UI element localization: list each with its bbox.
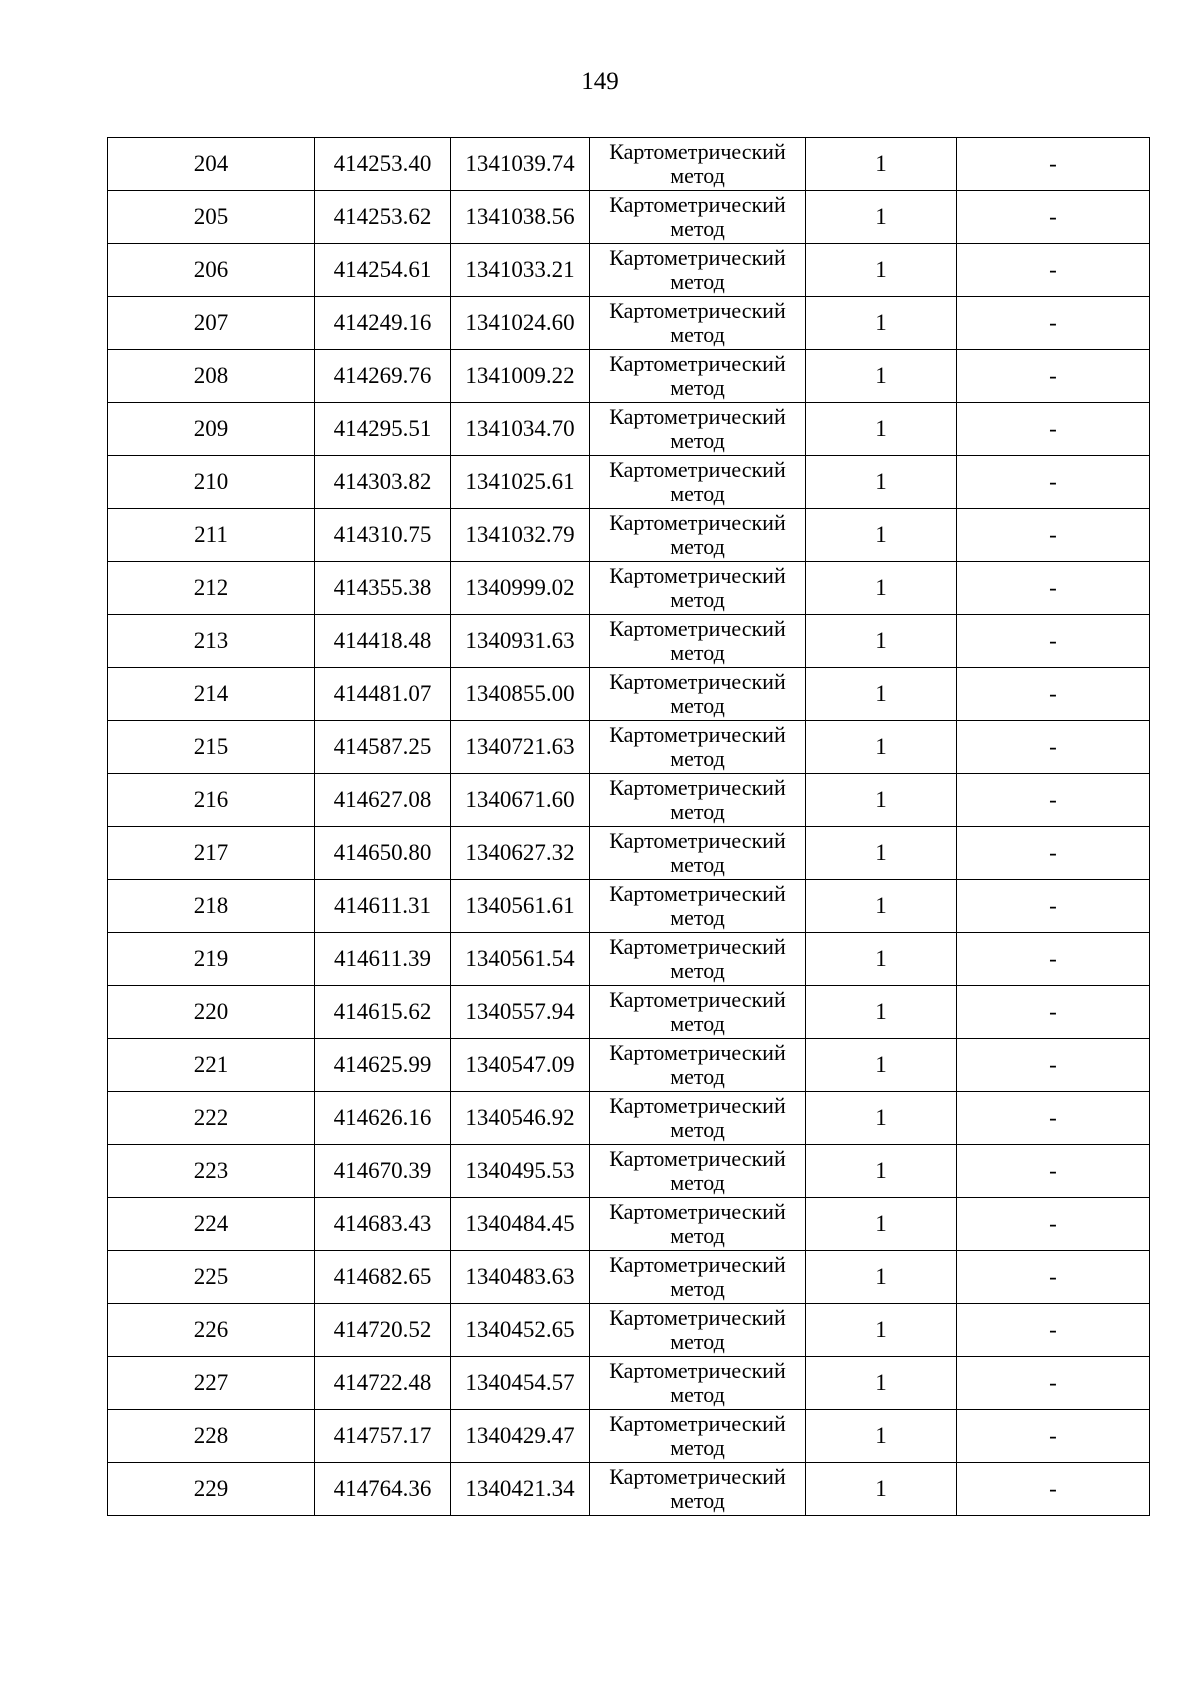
method-word-line: метод xyxy=(670,587,725,612)
table-row xyxy=(108,456,1150,509)
method-name-line: Картометрический xyxy=(609,1252,786,1277)
table-row xyxy=(108,297,1150,350)
method-name-line: Картометрический xyxy=(609,563,786,588)
point-number-cell: 227 xyxy=(108,1357,315,1410)
method-cell xyxy=(590,668,806,721)
y-coordinate-cell: 1340557.94 xyxy=(451,986,590,1039)
method-cell xyxy=(590,615,806,668)
note-cell: - xyxy=(957,138,1150,191)
method-word-line: метод xyxy=(670,481,725,506)
method-name-line: Картометрический xyxy=(609,722,786,747)
method-word-line: метод xyxy=(670,1329,725,1354)
method-name-line: Картометрический xyxy=(609,192,786,217)
note-cell: - xyxy=(957,1251,1150,1304)
x-coordinate-cell: 414249.16 xyxy=(315,297,451,350)
note-cell: - xyxy=(957,244,1150,297)
x-coordinate-cell: 414295.51 xyxy=(315,403,451,456)
y-coordinate-cell: 1340484.45 xyxy=(451,1198,590,1251)
note-cell: - xyxy=(957,297,1150,350)
accuracy-cell: 1 xyxy=(806,827,957,880)
table-row xyxy=(108,880,1150,933)
point-number-cell: 209 xyxy=(108,403,315,456)
method-name-line: Картометрический xyxy=(609,828,786,853)
y-coordinate-cell: 1340546.92 xyxy=(451,1092,590,1145)
x-coordinate-cell: 414481.07 xyxy=(315,668,451,721)
point-number-cell: 210 xyxy=(108,456,315,509)
x-coordinate-cell: 414418.48 xyxy=(315,615,451,668)
y-coordinate-cell: 1341039.74 xyxy=(451,138,590,191)
method-name-line: Картометрический xyxy=(609,245,786,270)
accuracy-cell: 1 xyxy=(806,774,957,827)
y-coordinate-cell: 1340671.60 xyxy=(451,774,590,827)
method-word-line: метод xyxy=(670,216,725,241)
method-word-line: метод xyxy=(670,852,725,877)
x-coordinate-cell: 414611.31 xyxy=(315,880,451,933)
note-cell: - xyxy=(957,1410,1150,1463)
note-cell: - xyxy=(957,1357,1150,1410)
point-number-cell: 212 xyxy=(108,562,315,615)
method-cell xyxy=(590,1092,806,1145)
x-coordinate-cell: 414627.08 xyxy=(315,774,451,827)
point-number-cell: 226 xyxy=(108,1304,315,1357)
method-cell xyxy=(590,933,806,986)
point-number-cell: 223 xyxy=(108,1145,315,1198)
accuracy-cell: 1 xyxy=(806,244,957,297)
note-cell: - xyxy=(957,509,1150,562)
method-cell xyxy=(590,244,806,297)
method-cell xyxy=(590,191,806,244)
x-coordinate-cell: 414269.76 xyxy=(315,350,451,403)
accuracy-cell: 1 xyxy=(806,1198,957,1251)
method-cell xyxy=(590,350,806,403)
method-name-line: Картометрический xyxy=(609,1093,786,1118)
table-row xyxy=(108,827,1150,880)
method-cell xyxy=(590,986,806,1039)
x-coordinate-cell: 414253.40 xyxy=(315,138,451,191)
accuracy-cell: 1 xyxy=(806,403,957,456)
table-row xyxy=(108,1198,1150,1251)
x-coordinate-cell: 414683.43 xyxy=(315,1198,451,1251)
accuracy-cell: 1 xyxy=(806,986,957,1039)
method-word-line: метод xyxy=(670,1064,725,1089)
method-name-line: Картометрический xyxy=(609,1358,786,1383)
table-row xyxy=(108,1145,1150,1198)
method-cell xyxy=(590,1304,806,1357)
point-number-cell: 206 xyxy=(108,244,315,297)
x-coordinate-cell: 414253.62 xyxy=(315,191,451,244)
coordinates-table xyxy=(107,137,1150,1516)
table-row xyxy=(108,1251,1150,1304)
y-coordinate-cell: 1340452.65 xyxy=(451,1304,590,1357)
method-cell xyxy=(590,721,806,774)
method-word-line: метод xyxy=(670,1276,725,1301)
point-number-cell: 208 xyxy=(108,350,315,403)
accuracy-cell: 1 xyxy=(806,1357,957,1410)
table-row xyxy=(108,986,1150,1039)
point-number-cell: 214 xyxy=(108,668,315,721)
note-cell: - xyxy=(957,403,1150,456)
accuracy-cell: 1 xyxy=(806,456,957,509)
point-number-cell: 204 xyxy=(108,138,315,191)
accuracy-cell: 1 xyxy=(806,721,957,774)
y-coordinate-cell: 1340999.02 xyxy=(451,562,590,615)
point-number-cell: 224 xyxy=(108,1198,315,1251)
table-row xyxy=(108,1463,1150,1516)
x-coordinate-cell: 414611.39 xyxy=(315,933,451,986)
y-coordinate-cell: 1341032.79 xyxy=(451,509,590,562)
y-coordinate-cell: 1340721.63 xyxy=(451,721,590,774)
note-cell: - xyxy=(957,1463,1150,1516)
table-row xyxy=(108,509,1150,562)
point-number-cell: 221 xyxy=(108,1039,315,1092)
table-row xyxy=(108,562,1150,615)
method-cell xyxy=(590,774,806,827)
method-cell xyxy=(590,509,806,562)
method-word-line: метод xyxy=(670,534,725,559)
method-name-line: Картометрический xyxy=(609,1040,786,1065)
method-cell xyxy=(590,138,806,191)
table-row xyxy=(108,403,1150,456)
note-cell: - xyxy=(957,933,1150,986)
method-name-line: Картометрический xyxy=(609,987,786,1012)
y-coordinate-cell: 1341033.21 xyxy=(451,244,590,297)
method-word-line: метод xyxy=(670,163,725,188)
method-name-line: Картометрический xyxy=(609,934,786,959)
method-word-line: метод xyxy=(670,958,725,983)
point-number-cell: 216 xyxy=(108,774,315,827)
y-coordinate-cell: 1340429.47 xyxy=(451,1410,590,1463)
table-row xyxy=(108,1092,1150,1145)
x-coordinate-cell: 414626.16 xyxy=(315,1092,451,1145)
x-coordinate-cell: 414355.38 xyxy=(315,562,451,615)
method-name-line: Картометрический xyxy=(609,298,786,323)
note-cell: - xyxy=(957,668,1150,721)
method-word-line: метод xyxy=(670,799,725,824)
accuracy-cell: 1 xyxy=(806,138,957,191)
x-coordinate-cell: 414720.52 xyxy=(315,1304,451,1357)
x-coordinate-cell: 414310.75 xyxy=(315,509,451,562)
point-number-cell: 219 xyxy=(108,933,315,986)
accuracy-cell: 1 xyxy=(806,1410,957,1463)
method-word-line: метод xyxy=(670,322,725,347)
y-coordinate-cell: 1340931.63 xyxy=(451,615,590,668)
method-cell xyxy=(590,1198,806,1251)
note-cell: - xyxy=(957,774,1150,827)
method-cell xyxy=(590,456,806,509)
method-name-line: Картометрический xyxy=(609,1146,786,1171)
method-cell xyxy=(590,827,806,880)
x-coordinate-cell: 414615.62 xyxy=(315,986,451,1039)
accuracy-cell: 1 xyxy=(806,297,957,350)
method-name-line: Картометрический xyxy=(609,616,786,641)
y-coordinate-cell: 1340547.09 xyxy=(451,1039,590,1092)
y-coordinate-cell: 1341024.60 xyxy=(451,297,590,350)
coordinates-table-body xyxy=(108,138,1150,1516)
note-cell: - xyxy=(957,562,1150,615)
accuracy-cell: 1 xyxy=(806,509,957,562)
accuracy-cell: 1 xyxy=(806,1039,957,1092)
note-cell: - xyxy=(957,1304,1150,1357)
method-name-line: Картометрический xyxy=(609,669,786,694)
x-coordinate-cell: 414625.99 xyxy=(315,1039,451,1092)
note-cell: - xyxy=(957,827,1150,880)
method-word-line: метод xyxy=(670,1170,725,1195)
x-coordinate-cell: 414757.17 xyxy=(315,1410,451,1463)
method-word-line: метод xyxy=(670,428,725,453)
x-coordinate-cell: 414650.80 xyxy=(315,827,451,880)
accuracy-cell: 1 xyxy=(806,562,957,615)
method-name-line: Картометрический xyxy=(609,510,786,535)
method-name-line: Картометрический xyxy=(609,1411,786,1436)
accuracy-cell: 1 xyxy=(806,1304,957,1357)
note-cell: - xyxy=(957,880,1150,933)
method-cell xyxy=(590,297,806,350)
accuracy-cell: 1 xyxy=(806,1251,957,1304)
table-row xyxy=(108,721,1150,774)
method-word-line: метод xyxy=(670,746,725,771)
table-row xyxy=(108,1410,1150,1463)
method-word-line: метод xyxy=(670,375,725,400)
note-cell: - xyxy=(957,1092,1150,1145)
method-word-line: метод xyxy=(670,905,725,930)
point-number-cell: 207 xyxy=(108,297,315,350)
accuracy-cell: 1 xyxy=(806,350,957,403)
accuracy-cell: 1 xyxy=(806,880,957,933)
table-row xyxy=(108,350,1150,403)
point-number-cell: 225 xyxy=(108,1251,315,1304)
point-number-cell: 215 xyxy=(108,721,315,774)
y-coordinate-cell: 1341034.70 xyxy=(451,403,590,456)
table-row xyxy=(108,1304,1150,1357)
method-cell xyxy=(590,1145,806,1198)
method-cell xyxy=(590,1463,806,1516)
method-name-line: Картометрический xyxy=(609,1199,786,1224)
y-coordinate-cell: 1340561.61 xyxy=(451,880,590,933)
x-coordinate-cell: 414764.36 xyxy=(315,1463,451,1516)
method-word-line: метод xyxy=(670,1223,725,1248)
method-word-line: метод xyxy=(670,1382,725,1407)
method-cell xyxy=(590,403,806,456)
accuracy-cell: 1 xyxy=(806,933,957,986)
method-name-line: Картометрический xyxy=(609,139,786,164)
x-coordinate-cell: 414254.61 xyxy=(315,244,451,297)
accuracy-cell: 1 xyxy=(806,1145,957,1198)
table-row xyxy=(108,668,1150,721)
note-cell: - xyxy=(957,350,1150,403)
method-word-line: метод xyxy=(670,269,725,294)
point-number-cell: 228 xyxy=(108,1410,315,1463)
point-number-cell: 222 xyxy=(108,1092,315,1145)
y-coordinate-cell: 1340483.63 xyxy=(451,1251,590,1304)
method-name-line: Картометрический xyxy=(609,1464,786,1489)
point-number-cell: 205 xyxy=(108,191,315,244)
note-cell: - xyxy=(957,1198,1150,1251)
table-row xyxy=(108,1039,1150,1092)
note-cell: - xyxy=(957,456,1150,509)
table-row xyxy=(108,138,1150,191)
method-name-line: Картометрический xyxy=(609,457,786,482)
note-cell: - xyxy=(957,986,1150,1039)
method-cell xyxy=(590,1410,806,1463)
accuracy-cell: 1 xyxy=(806,615,957,668)
x-coordinate-cell: 414587.25 xyxy=(315,721,451,774)
y-coordinate-cell: 1340495.53 xyxy=(451,1145,590,1198)
y-coordinate-cell: 1340421.34 xyxy=(451,1463,590,1516)
method-name-line: Картометрический xyxy=(609,404,786,429)
table-row xyxy=(108,774,1150,827)
accuracy-cell: 1 xyxy=(806,191,957,244)
note-cell: - xyxy=(957,1145,1150,1198)
method-word-line: метод xyxy=(670,1011,725,1036)
method-word-line: метод xyxy=(670,1488,725,1513)
method-word-line: метод xyxy=(670,693,725,718)
x-coordinate-cell: 414682.65 xyxy=(315,1251,451,1304)
method-cell xyxy=(590,562,806,615)
note-cell: - xyxy=(957,1039,1150,1092)
y-coordinate-cell: 1340561.54 xyxy=(451,933,590,986)
method-name-line: Картометрический xyxy=(609,881,786,906)
table-row xyxy=(108,244,1150,297)
y-coordinate-cell: 1341009.22 xyxy=(451,350,590,403)
note-cell: - xyxy=(957,721,1150,774)
accuracy-cell: 1 xyxy=(806,668,957,721)
accuracy-cell: 1 xyxy=(806,1092,957,1145)
point-number-cell: 213 xyxy=(108,615,315,668)
method-cell xyxy=(590,1251,806,1304)
point-number-cell: 211 xyxy=(108,509,315,562)
y-coordinate-cell: 1341025.61 xyxy=(451,456,590,509)
point-number-cell: 229 xyxy=(108,1463,315,1516)
page-number: 149 xyxy=(581,68,619,95)
accuracy-cell: 1 xyxy=(806,1463,957,1516)
method-word-line: метод xyxy=(670,1435,725,1460)
note-cell: - xyxy=(957,615,1150,668)
table-row xyxy=(108,191,1150,244)
x-coordinate-cell: 414670.39 xyxy=(315,1145,451,1198)
method-cell xyxy=(590,1357,806,1410)
method-cell xyxy=(590,880,806,933)
table-row xyxy=(108,1357,1150,1410)
note-cell: - xyxy=(957,191,1150,244)
x-coordinate-cell: 414722.48 xyxy=(315,1357,451,1410)
method-cell xyxy=(590,1039,806,1092)
method-name-line: Картометрический xyxy=(609,775,786,800)
method-word-line: метод xyxy=(670,640,725,665)
method-name-line: Картометрический xyxy=(609,1305,786,1330)
y-coordinate-cell: 1340454.57 xyxy=(451,1357,590,1410)
x-coordinate-cell: 414303.82 xyxy=(315,456,451,509)
y-coordinate-cell: 1340855.00 xyxy=(451,668,590,721)
y-coordinate-cell: 1341038.56 xyxy=(451,191,590,244)
point-number-cell: 218 xyxy=(108,880,315,933)
point-number-cell: 220 xyxy=(108,986,315,1039)
point-number-cell: 217 xyxy=(108,827,315,880)
method-name-line: Картометрический xyxy=(609,351,786,376)
y-coordinate-cell: 1340627.32 xyxy=(451,827,590,880)
method-word-line: метод xyxy=(670,1117,725,1142)
table-row xyxy=(108,933,1150,986)
table-row xyxy=(108,615,1150,668)
